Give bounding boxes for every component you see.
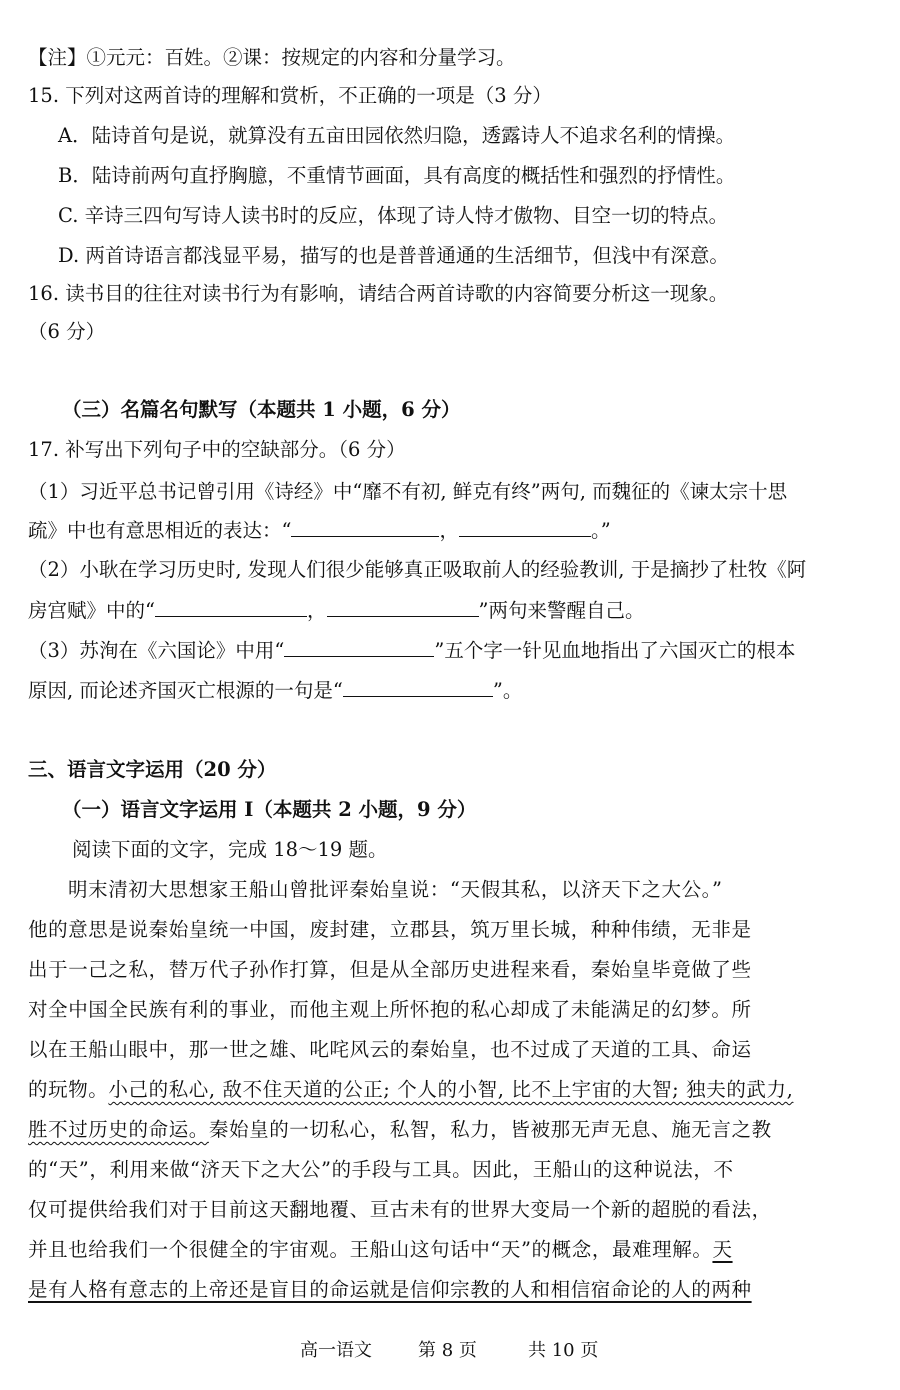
question-17-stem: 17. 补写出下列句子中的空缺部分。（6 分） [28, 438, 406, 461]
q17-p3-text-b: ”五个字一针见血地指出了六国灭亡的根本 [434, 639, 796, 662]
passage-line-7-text: 秦始皇的一切私心，私智，私力，皆被那无声无息、施无言之教 [208, 1118, 772, 1141]
q17-p2-text-a: 房宫赋》中的“ [28, 599, 155, 622]
question-15-option-c: C. 辛诗三四句写诗人读书时的反应，体现了诗人恃才傲物、目空一切的特点。 [58, 204, 729, 227]
q17-p3-text-c: 原因, 而论述齐国灭亡根源的一句是“ [28, 679, 343, 702]
passage-line-3: 出于一己之私，替万代子孙作打算，但是从全部历史进程来看，秦始皇毕竟做了些 [28, 958, 752, 981]
passage-line-1: 明末清初大思想家王船山曾批评秦始皇说：“天假其私，以济天下之大公。” [68, 878, 723, 901]
part-3-heading: 三、语言文字运用（20 分） [28, 758, 277, 781]
q17-p2-text-b: ， [306, 599, 327, 622]
passage-line-10 [28, 1236, 900, 1264]
answer-blank[interactable] [284, 636, 434, 657]
q17-p2-text-c: ”两句来警醒自己。 [478, 599, 645, 622]
footer-page-number: 第 8 页 [418, 1340, 477, 1361]
answer-blank[interactable] [155, 596, 307, 617]
q17-p1-text-a: 疏》中也有意思相近的表达：“ [28, 519, 292, 542]
answer-blank[interactable] [291, 516, 439, 537]
question-15-option-b: B．陆诗前两句直抒胸臆，不重情节画面，具有高度的概括性和强烈的抒情性。 [58, 164, 736, 187]
q17-p3-text-d: ”。 [492, 679, 523, 702]
answer-blank[interactable] [327, 596, 479, 617]
wavy-underlined-sentence-end: 胜不过历史的命运。 [28, 1118, 209, 1141]
question-15-option-d: D. 两首诗语言都浅显平易，描写的也是普普通通的生活细节，但浅中有深意。 [58, 244, 729, 267]
underlined-sentence-start: 天 [712, 1238, 733, 1261]
footer-total-pages: 共 10 页 [528, 1340, 599, 1361]
q17-p3-text-a: （3）苏洵在《六国论》中用“ [28, 639, 285, 662]
passage-line-2: 他的意思是说秦始皇统一中国，废封建，立郡县，筑万里长城，种种伟绩，无非是 [28, 918, 752, 941]
reading-instruction: 阅读下面的文字，完成 18～19 题。 [72, 838, 388, 861]
section-heading-famous-lines: （三）名篇名句默写（本题共 1 小题，6 分） [62, 398, 461, 421]
q17-p1-text-b: ， [439, 519, 459, 542]
wavy-underlined-sentence: 小己的私心, 敌不住天道的公正; 个人的小智, 比不上宇宙的大智; 独夫的武力, [108, 1078, 794, 1101]
question-17-part-2-line-2 [28, 596, 900, 625]
footer-subject: 高一语文 [300, 1340, 372, 1361]
question-15-option-a: A．陆诗首句是说，就算没有五亩田园依然归隐，透露诗人不追求名利的情操。 [58, 124, 736, 147]
passage-line-4: 对全中国全民族有利的事业，而他主观上所怀抱的私心却成了未能满足的幻梦。所 [28, 998, 752, 1021]
annotation-note: 【注】①元元：百姓。②课：按规定的内容和分量学习。 [28, 46, 516, 69]
passage-line-6 [28, 1076, 900, 1104]
question-17-part-1-line-2 [28, 516, 900, 545]
question-16-stem: 16. 读书目的往往对读书行为有影响，请结合两首诗歌的内容简要分析这一现象。 [28, 282, 729, 305]
passage-line-7 [28, 1116, 900, 1144]
passage-line-8: 的“天”，利用来做“济天下之大公”的手段与工具。因此，王船山的这种说法，不 [28, 1158, 734, 1181]
answer-blank[interactable] [459, 516, 591, 537]
q17-p1-text-c: 。” [591, 519, 611, 542]
question-16-score: （6 分） [28, 320, 106, 343]
passage-line-5: 以在王船山眼中，那一世之雄、叱咤风云的秦始皇，也不过成了天道的工具、命运 [28, 1038, 752, 1061]
question-17-part-1-line-1: （1）习近平总书记曾引用《诗经》中“靡不有初, 鲜克有终”两句, 而魏征的《谏太宗十思 [28, 480, 788, 503]
question-17-part-2-line-1: （2）小耿在学习历史时, 发现人们很少能够真正吸取前人的经验教训, 于是摘抄了杜牧《阿 [28, 558, 807, 581]
answer-blank[interactable] [343, 676, 493, 697]
question-15-stem: 15. 下列对这两首诗的理解和赏析，不正确的一项是（3 分） [28, 84, 552, 107]
passage-line-10-text: 并且也给我们一个很健全的宇宙观。王船山这句话中“天”的概念，最难理解。 [28, 1238, 713, 1261]
passage-line-11-underlined: 是有人格有意志的上帝还是盲目的命运就是信仰宗教的人和相信宿命论的人的两种 [28, 1278, 752, 1301]
passage-line-9: 仅可提供给我们对于目前这天翻地覆、亘古未有的世界大变局一个新的超脱的看法， [28, 1198, 772, 1221]
question-17-part-3-line-2 [28, 676, 900, 705]
passage-line-6-text: 的玩物。 [28, 1078, 109, 1101]
part-3-sub-heading: （一）语言文字运用 I（本题共 2 小题，9 分） [62, 798, 477, 821]
question-17-part-3-line-1 [28, 636, 900, 665]
